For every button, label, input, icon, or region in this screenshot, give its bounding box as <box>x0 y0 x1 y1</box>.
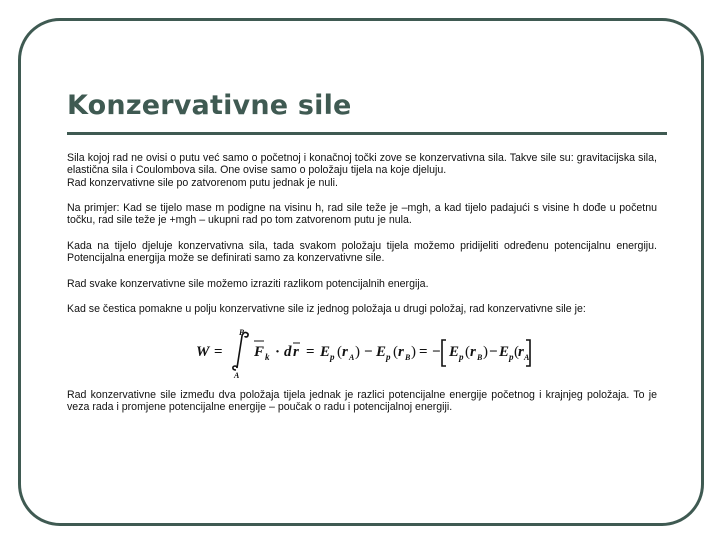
paragraph-conclusion: Rad konzervativne sile između dva položaja tijela jednak je razlici potencijalne energije početnog i krajnjeg položaja. To je veza rada i promjene potencijalne energije – poučak o radu i potencijalnoj energiji. <box>67 389 657 413</box>
formula-F-subscript: k <box>265 352 270 363</box>
formula-B-1: B <box>405 353 411 363</box>
formula-minus-2: − <box>432 344 441 361</box>
paragraph-work-difference: Rad svake konzervativne sile možemo izraziti razlikom potencijalnih energija. <box>67 277 429 290</box>
work-formula <box>67 328 657 380</box>
svg-text:): ) <box>483 344 488 361</box>
bracket-left-icon <box>442 340 446 366</box>
formula-r: r <box>293 344 299 361</box>
formula-p-4: p <box>509 352 514 363</box>
formula-r-4: r <box>518 344 524 361</box>
paragraph-particle-move: Kad se čestica pomakne u polju konzervativne sile iz jednog položaja u drugi položaj, rad konzervativne sile je: <box>67 303 586 316</box>
paragraph-example: Na primjer: Kad se tijelo mase m podigne na visinu h, rad sile teže je –mgh, a kad tijelo padajući s visine h dođe u početnu točku, rad sile teže je +mgh – ukupni rad po tom zatvorenom putu je nula. <box>67 202 657 227</box>
svg-text:(: ( <box>465 344 470 361</box>
formula-eq-1: = <box>214 344 223 361</box>
formula-dot: · <box>275 344 281 361</box>
formula-r-2: r <box>398 344 404 361</box>
svg-text:): ) <box>411 344 416 361</box>
formula-E-2: E <box>376 344 387 361</box>
formula-W: W <box>196 344 210 361</box>
svg-text:(: ( <box>514 344 519 361</box>
integral-sign-icon <box>233 333 248 371</box>
formula-r-3: r <box>470 344 476 361</box>
formula-eq-3: = <box>419 344 428 361</box>
paragraph-potential-energy: Kada na tijelo djeluje konzervativna sila, tada svakom položaju tijela možemo pridijeliti određenu potencijalnu energiju. Potencijalna energija može se definirati samo za konzervativne sile. <box>67 239 657 264</box>
formula-A-2: A <box>524 353 530 363</box>
formula-minus-1: − <box>364 344 373 361</box>
formula-p-2: p <box>386 352 391 363</box>
formula-p-3: p <box>459 352 464 363</box>
svg-text:(: ( <box>393 344 398 361</box>
formula-minus-3: − <box>489 344 498 361</box>
formula-eq-2: = <box>306 344 315 361</box>
svg-text:(: ( <box>337 344 342 361</box>
formula-upper-limit: B <box>239 328 245 338</box>
formula-p-1: p <box>330 352 335 363</box>
slide-title: Konzervativne sile <box>67 90 352 121</box>
paragraph-definition: Sila kojoj rad ne ovisi o putu već samo o početnoj i konačnoj točki zove se konzervativna sila. Takve sile su: gravitacijska sila, elastična sila i Coulombova sila. One ovise samo o položaju tijela na koje djeluju. <box>67 152 657 176</box>
formula-E-3: E <box>449 344 460 361</box>
svg-text:): ) <box>355 344 360 361</box>
paragraph-closed-path: Rad konzervativne sile po zatvorenom putu jednak je nuli. <box>67 176 338 189</box>
work-formula-graphic <box>192 328 532 380</box>
formula-E-1: E <box>320 344 331 361</box>
formula-A-1: A <box>349 353 355 363</box>
title-underline <box>67 132 667 135</box>
formula-d: d <box>284 344 292 361</box>
formula-F: F <box>254 344 265 361</box>
formula-lower-limit: A <box>234 371 240 381</box>
formula-B-2: B <box>477 353 483 363</box>
slide-body <box>67 153 657 414</box>
formula-r-1: r <box>342 344 348 361</box>
formula-E-4: E <box>499 344 510 361</box>
